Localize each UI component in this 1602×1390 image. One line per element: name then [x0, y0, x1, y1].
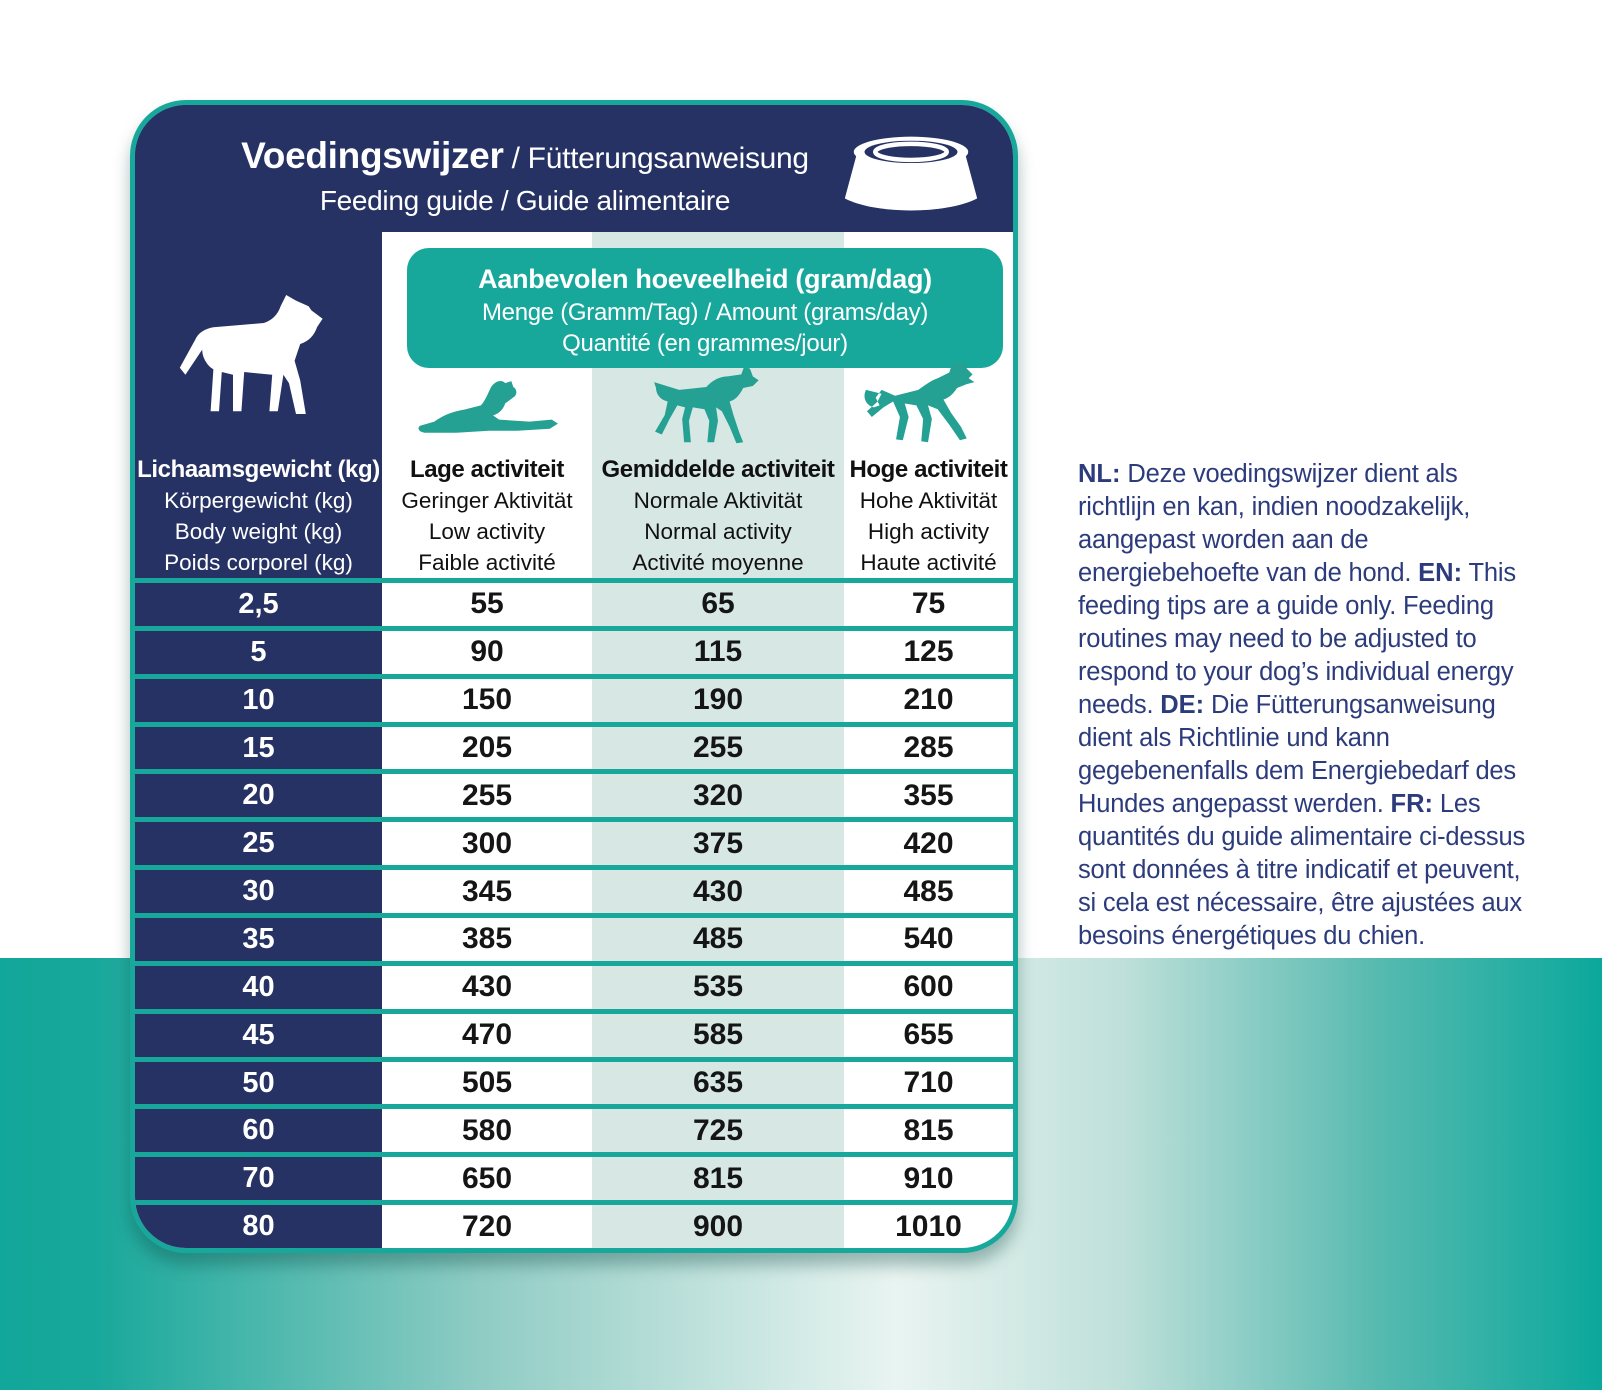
normal-header-line-nl: Gemiddelde activiteit — [601, 456, 835, 483]
note-label-fr: FR: — [1390, 790, 1434, 818]
weight-cell: 15 — [242, 731, 275, 764]
note-label-en: EN: — [1418, 559, 1463, 587]
normal-activity-cell: 535 — [692, 970, 744, 1004]
note-label-de: DE: — [1160, 691, 1205, 719]
card-title — [155, 135, 895, 217]
title-line-2: Feeding guide / Guide alimentaire — [319, 185, 731, 216]
normal-activity-column-header — [592, 454, 844, 578]
high-activity-cell: 75 — [911, 587, 946, 621]
title-line-1 — [155, 135, 895, 177]
table-row — [135, 578, 1013, 626]
feeding-table-rows — [135, 578, 1013, 1248]
normal-activity-cell: 320 — [692, 778, 744, 812]
high-activity-cell: 600 — [903, 970, 954, 1004]
high-header-line-fr: Haute activité — [860, 550, 997, 575]
note-label-nl: NL: — [1078, 460, 1121, 488]
high-header-line-nl: Hoge activiteit — [849, 456, 1008, 483]
normal-activity-cell: 485 — [692, 922, 744, 956]
table-row — [135, 674, 1013, 722]
table-row — [135, 769, 1013, 817]
high-activity-cell: 815 — [903, 1113, 954, 1147]
weight-cell: 10 — [242, 683, 275, 716]
normal-activity-cell: 900 — [692, 1209, 744, 1243]
weight-cell: 45 — [242, 1018, 275, 1051]
low-activity-cell: 505 — [461, 1066, 513, 1100]
high-activity-cell: 355 — [903, 778, 954, 812]
low-activity-column-header — [382, 454, 592, 578]
normal-activity-cell: 725 — [692, 1113, 744, 1147]
low-activity-cell: 580 — [461, 1113, 513, 1147]
high-activity-cell: 420 — [903, 826, 954, 860]
low-header-line-en: Low activity — [428, 519, 546, 544]
weight-cell: 25 — [242, 827, 275, 860]
low-activity-cell: 430 — [461, 970, 513, 1004]
standing-dog-icon — [177, 281, 345, 449]
high-header-line-de: Hohe Aktivität — [859, 488, 998, 513]
title-rest: / Fütterungsanweisung — [503, 142, 809, 175]
normal-activity-cell: 815 — [692, 1161, 744, 1195]
low-activity-cell: 300 — [461, 826, 513, 860]
table-row — [135, 1057, 1013, 1105]
recommended-line-2: Menge (Gramm/Tag) / Amount (grams/day) — [481, 299, 929, 326]
weight-cell: 40 — [242, 970, 275, 1003]
low-activity-cell: 470 — [461, 1018, 513, 1052]
table-row — [135, 1104, 1013, 1152]
note-text-nl: Deze voedingswijzer dient als richtlijn en kan, indien noodzakelijk, aangepast worden aan de energiebehoefte van de hond. — [1078, 460, 1471, 587]
note-text-en: This feeding tips are a guide only. Feeding routines may need to be adjusted to respond to your dog’s individual energy needs. — [1078, 559, 1516, 719]
weight-cell: 20 — [242, 779, 275, 812]
high-header-line-en: High activity — [867, 519, 990, 544]
table-row — [135, 1009, 1013, 1057]
dog-bowl-icon — [835, 125, 987, 219]
low-activity-cell: 650 — [461, 1161, 513, 1195]
weight-cell: 70 — [242, 1162, 275, 1195]
table-row — [135, 817, 1013, 865]
table-row — [135, 1200, 1013, 1248]
normal-activity-cell: 635 — [692, 1066, 744, 1100]
note-text-de: Die Fütterungsanweisung dient als Richtlinie und kann gegebenenfalls dem Energiebedarf des Hundes angepasst werden. — [1078, 691, 1516, 818]
table-row — [135, 865, 1013, 913]
weight-cell: 35 — [242, 922, 275, 955]
low-activity-cell: 720 — [461, 1209, 513, 1243]
normal-header-line-en: Normal activity — [644, 519, 792, 544]
high-activity-cell: 655 — [903, 1018, 954, 1052]
weight-header-line-en: Body weight (kg) — [174, 519, 343, 544]
high-activity-cell: 285 — [903, 731, 954, 764]
high-activity-cell: 210 — [903, 683, 954, 717]
low-header-line-nl: Lage activiteit — [409, 456, 565, 483]
normal-activity-cell: 375 — [692, 826, 744, 860]
normal-activity-cell: 65 — [701, 587, 735, 621]
high-activity-cell: 125 — [903, 635, 954, 669]
table-row — [135, 626, 1013, 674]
high-activity-cell: 1010 — [895, 1209, 962, 1243]
table-row — [135, 722, 1013, 770]
normal-activity-cell: 255 — [692, 731, 744, 764]
weight-cell: 50 — [242, 1066, 275, 1099]
recommended-line-1: Aanbevolen hoeveelheid (gram/dag) — [478, 264, 932, 294]
table-row — [135, 1152, 1013, 1200]
lying-dog-icon — [412, 373, 564, 449]
low-activity-cell: 385 — [461, 922, 513, 956]
low-activity-cell: 55 — [470, 587, 504, 621]
weight-header-line-de: Körpergewicht (kg) — [164, 488, 353, 513]
note-text-fr: Les quantités du guide alimentaire ci-dessus sont données à titre indicatif et peuvent, si cela est nécessaire, être ajustées aux besoins énergétiques du chien. — [1078, 790, 1526, 950]
normal-activity-cell: 115 — [693, 635, 743, 669]
feeding-guide-note — [1078, 458, 1538, 953]
weight-cell: 60 — [242, 1114, 275, 1147]
low-activity-cell: 345 — [461, 874, 513, 908]
normal-header-line-fr: Activité moyenne — [632, 550, 804, 575]
running-dog-icon — [851, 357, 1005, 449]
weight-cell: 30 — [242, 875, 275, 908]
normal-activity-cell: 585 — [692, 1018, 744, 1052]
normal-activity-cell: 190 — [692, 683, 744, 717]
feeding-guide-card — [130, 100, 1018, 1253]
high-activity-cell: 710 — [903, 1066, 954, 1100]
high-activity-cell: 540 — [903, 922, 954, 956]
recommended-amount-box — [407, 248, 1003, 368]
normal-header-line-de: Normale Aktivität — [633, 488, 803, 513]
weight-cell: 5 — [250, 635, 267, 668]
normal-activity-cell: 430 — [692, 874, 744, 908]
low-header-line-de: Geringer Aktivität — [401, 488, 573, 513]
low-activity-cell: 90 — [470, 635, 504, 669]
high-activity-cell: 910 — [903, 1161, 954, 1195]
high-activity-column-header — [844, 454, 1013, 578]
weight-cell: 80 — [242, 1210, 275, 1243]
table-row — [135, 913, 1013, 961]
low-header-line-fr: Faible activité — [418, 550, 556, 575]
table-row — [135, 961, 1013, 1009]
low-activity-cell: 205 — [461, 731, 513, 764]
title-bold: Voedingswijzer — [241, 135, 504, 176]
recommended-line-3: Quantité (en grammes/jour) — [562, 330, 848, 357]
weight-cell: 2,5 — [238, 587, 279, 620]
high-activity-cell: 485 — [903, 874, 954, 908]
low-activity-cell: 255 — [461, 778, 513, 812]
walking-dog-icon — [631, 357, 805, 449]
weight-header-line-fr: Poids corporel (kg) — [164, 550, 353, 575]
low-activity-cell: 150 — [461, 683, 513, 717]
weight-column-header — [135, 454, 382, 578]
weight-header-line-nl: Lichaamsgewicht (kg) — [137, 456, 380, 483]
